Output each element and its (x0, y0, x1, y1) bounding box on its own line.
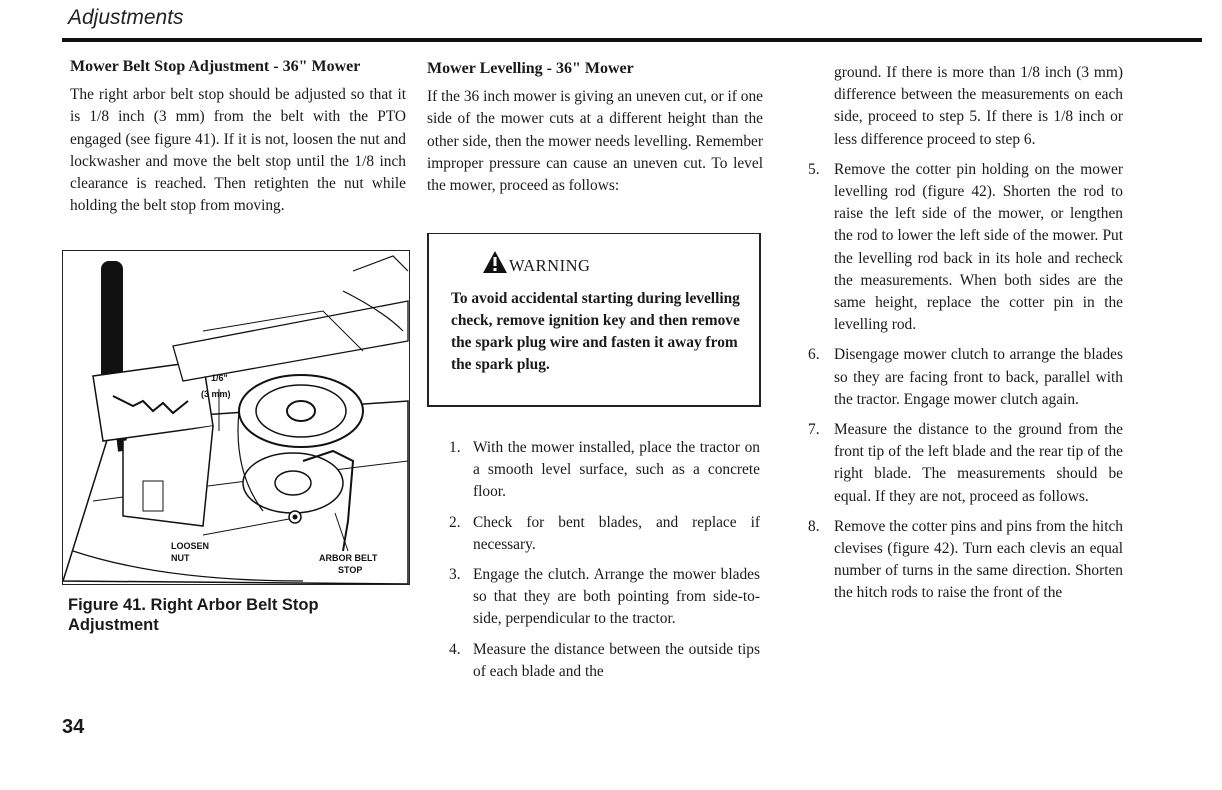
list-item (449, 437, 760, 504)
column-belt-stop (70, 56, 406, 217)
warning-icon (482, 250, 508, 274)
list-item (808, 159, 1123, 337)
step-number: 3. (449, 566, 461, 584)
label-gap-inches: 1/6" (211, 373, 228, 383)
step-text: Measure the distance to the ground from the front tip of the left blade and the rear tip of the right blade. The measurements should be equal. If they are not, proceed as follows. (834, 421, 1123, 505)
step-text: Remove the cotter pin holding on the mower levelling rod (figure 42). Shorten the rod to raise the left side of the mower, or lengthen the rod to lower the left side of the mower. Put the levelling rod back in its hole and recheck the measurements. When both sides are the same height, replace the cotter pin in the levelling rod. (834, 160, 1123, 334)
list-item (449, 639, 760, 683)
page-number: 34 (62, 716, 85, 738)
belt-stop-paragraph: The right arbor belt stop should be adjusted so that it is 1/8 inch (3 mm) from the belt with the PTO engaged (see figure 41). If it is not, loosen the nut and lockwasher and move the belt stop until the 1/8 inch clearance is reached. Then retighten the nut while holding the belt stop from moving. (70, 86, 406, 215)
list-item (808, 516, 1123, 605)
step-text: Remove the cotter pins and pins from the hitch clevises (figure 42). Turn each clevis an equal number of turns in the same direction. Shorten the hitch rods to raise the front of the (834, 517, 1123, 602)
list-item (808, 419, 1123, 508)
figure-caption: Figure 41. Right Arbor Belt Stop Adjustment (68, 596, 319, 634)
step-text: With the mower installed, place the tractor on a smooth level surface, such as a concrete floor. (473, 439, 760, 501)
list-item (808, 344, 1123, 411)
step-text: Disengage mower clutch to arrange the blades so they are facing front to back, parallel with the tractor. Engage mower clutch again. (834, 346, 1123, 408)
levelling-intro: If the 36 inch mower is giving an uneven cut, or if one side of the mower cuts at a different height than the other side, then the mower needs levelling. Remember improper pressure can cause an uneven cut. To level the mower, proceed as follows: (427, 88, 763, 195)
column-levelling (427, 58, 763, 197)
step-text: Measure the distance between the outside tips of each blade and the (473, 640, 760, 680)
label-nut: NUT (171, 553, 190, 563)
step-number: 8. (808, 517, 820, 535)
section-heading-belt-stop: Mower Belt Stop Adjustment - 36" Mower (70, 58, 361, 75)
warning-title: WARNING (509, 256, 591, 275)
page-header: Adjustments (68, 6, 184, 29)
column-levelling-continued (808, 62, 1123, 613)
warning-box (427, 233, 761, 407)
label-gap-mm: (3 mm) (201, 389, 231, 399)
label-arbor-belt: ARBOR BELT (319, 553, 378, 563)
step-number: 2. (449, 513, 461, 531)
list-item (449, 512, 760, 556)
step-number: 7. (808, 421, 820, 439)
levelling-steps-1 (449, 437, 760, 691)
step-number: 5. (808, 160, 820, 178)
step-number: 6. (808, 346, 820, 364)
header-rule (62, 38, 1202, 42)
section-heading-levelling: Mower Levelling - 36" Mower (427, 60, 634, 77)
levelling-steps-2 (808, 159, 1123, 605)
step-text: Engage the clutch. Arrange the mower blades so that they are both pointing from side-to-side, perpendicular to the tractor. (473, 566, 760, 628)
step-number: 1. (449, 439, 461, 456)
warning-text: To avoid accidental starting during levelling check, remove ignition key and then remove the spark plug wire and fasten it away from the spark plug. (451, 290, 740, 373)
label-stop: STOP (338, 565, 363, 575)
figure-41 (62, 250, 410, 585)
step-number: 4. (449, 640, 461, 658)
belt-stop-illustration (63, 251, 409, 584)
step-text: Check for bent blades, and replace if necessary. (473, 513, 760, 553)
label-loosen: LOOSEN (171, 541, 210, 551)
continuation-paragraph: ground. If there is more than 1/8 inch (3 mm) difference between the measurements on each side, proceed to step 5. If there is 1/8 inch or less difference proceed to step 6. (834, 64, 1123, 148)
list-item (449, 564, 760, 631)
